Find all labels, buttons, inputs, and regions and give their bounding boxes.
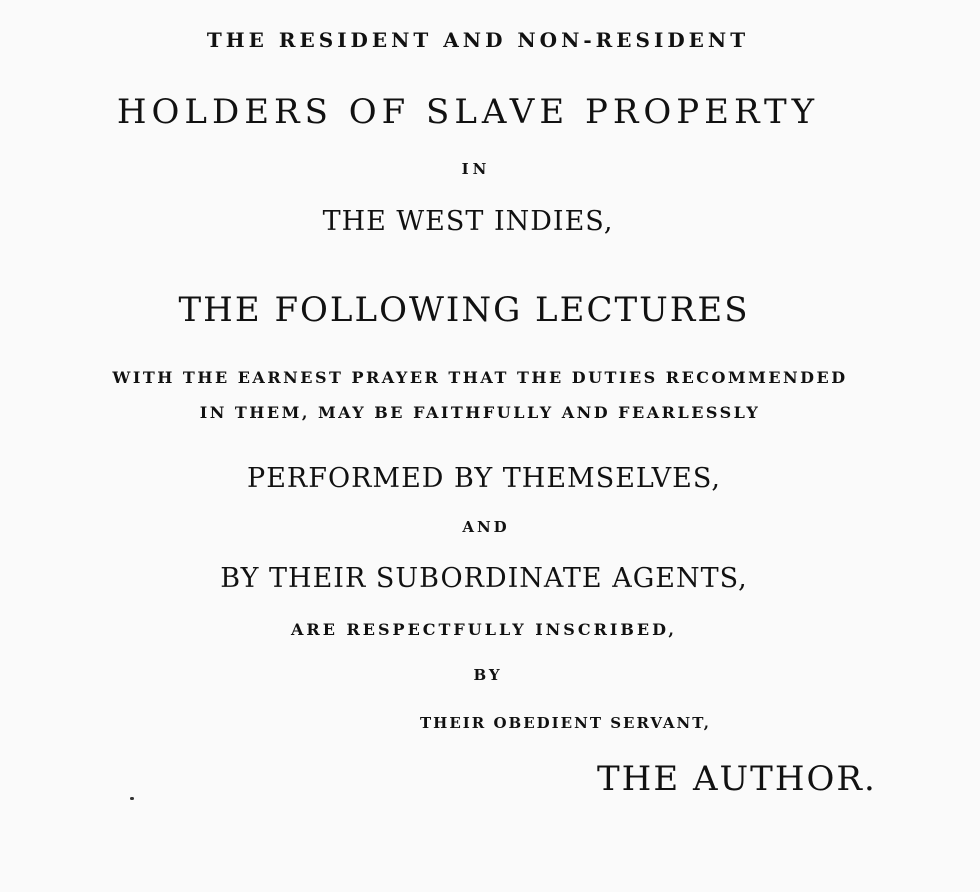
dedication-line-faithfully: IN THEM, MAY BE FAITHFULLY AND FEARLESSLY [199, 403, 761, 422]
dedication-line-performed: PERFORMED BY THEMSELVES, [247, 463, 721, 494]
dedication-line-in: IN [461, 160, 491, 178]
dedication-line-west-indies: THE WEST INDIES, [322, 206, 614, 237]
dedication-line-by: BY [473, 666, 503, 684]
ink-speck [130, 797, 134, 800]
dedication-line-lectures: THE FOLLOWING LECTURES [178, 290, 750, 330]
dedication-signature: THE AUTHOR. [597, 759, 877, 799]
dedication-line-recipients: THE RESIDENT AND NON-RESIDENT [206, 28, 750, 52]
dedication-line-and: AND [462, 518, 510, 536]
dedication-line-servant: THEIR OBEDIENT SERVANT, [420, 714, 711, 732]
dedication-line-prayer: WITH THE EARNEST PRAYER THAT THE DUTIES RECOMMENDED [112, 368, 848, 387]
dedication-line-holders: HOLDERS OF SLAVE PROPERTY [116, 92, 820, 132]
dedication-line-inscribed: ARE RESPECTFULLY INSCRIBED, [291, 620, 677, 639]
dedication-line-agents: BY THEIR SUBORDINATE AGENTS, [220, 563, 748, 594]
